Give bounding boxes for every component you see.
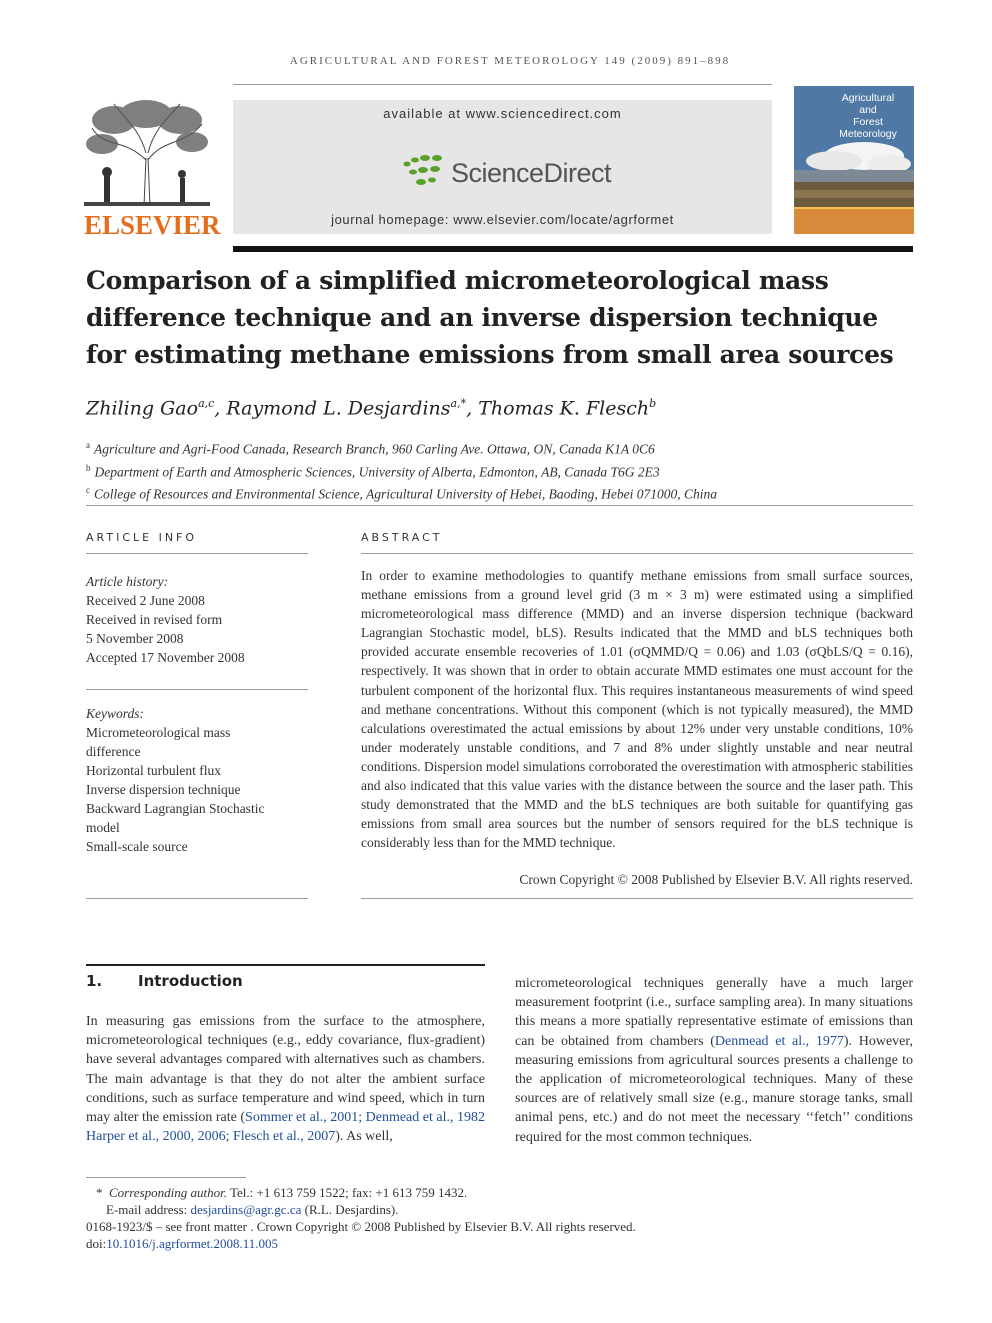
doi-link[interactable]: 10.1016/j.agrformet.2008.11.005 (106, 1236, 278, 1251)
affiliation: $^b$ Department of Earth and Atmospheric Sciences, University of Alberta, Edmonton, AB, Canada T6G 2E3 (86, 462, 660, 479)
journal-homepage-link[interactable]: journal homepage: www.elsevier.com/locate/agrformet (331, 212, 674, 227)
author-affil-sup[interactable]: a,* (450, 397, 467, 410)
author-list: Zhiling Gao$^{a,c}$, Raymond L. Desjardins$^{a,*}$, Thomas K. Flesch$^b$ (86, 397, 657, 420)
citation-link[interactable]: Denmead et al., 1977 (714, 1033, 844, 1049)
author-name[interactable]: Raymond L. Desjardins (226, 397, 451, 420)
footnote-rule (86, 1177, 246, 1178)
article-info-rule (86, 553, 308, 554)
keyword: model (86, 820, 120, 835)
elsevier-logo[interactable] (84, 98, 221, 240)
journal-cover[interactable] (794, 86, 914, 234)
sciencedirect-logo[interactable] (399, 152, 612, 192)
issn-line: 0168-1923/$ – see front matter . Crown Copyright © 2008 Published by Elsevier B.V. All rights reserved. (86, 1219, 636, 1234)
sciencedirect-banner (233, 100, 772, 234)
doi-line: doi:10.1016/j.agrformet.2008.11.005 (86, 1236, 278, 1251)
sciencedirect-leaf-icon (399, 152, 449, 192)
history-rule (86, 689, 308, 690)
citation-link[interactable]: Sommer et al., 2001; Denmead et al., 1982 Harper et al., 2000, 2006; Flesch et al., 2007 (86, 1110, 485, 1145)
abstract-heading: ABSTRACT (361, 531, 443, 544)
section-heading: 1. Introduction (86, 972, 243, 990)
intro-left-column: In measuring gas emissions from the surface to the atmosphere, micrometeorological techniques (e.g., eddy covariance, flux-gradient) have several advantages compared with alternatives such as chambers. The main advantage is that they do not alter the ambient surface conditions, such as surface temperature and wind speed, which in turn may alter the emission rate (Sommer et al., 2001; Denmead et al., 1982 Harper et al., 2000, 2006; Flesch et al., 2007). As well, (86, 1014, 485, 1145)
author-name[interactable]: Zhiling Gao (86, 397, 199, 420)
keyword: Horizontal turbulent flux (86, 763, 221, 778)
affiliations (86, 436, 916, 504)
cover-title: Agricultural and Forest Meteorology (839, 92, 897, 140)
available-at-link[interactable]: available at www.sciencedirect.com (383, 106, 622, 121)
email-link[interactable]: desjardins@agr.gc.ca (190, 1202, 302, 1217)
keyword: Backward Lagrangian Stochastic (86, 801, 265, 816)
intro-rule (86, 964, 485, 966)
abstract-bottom-rule (361, 898, 913, 899)
footnote: * Corresponding author. Tel.: +1 613 759 1522; fax: +1 613 759 1432. E-mail address: desjardins@agr.gc.ca (R.L. Desjardins). 0168-1923/$ – see front matter . Crown Copyright © 2008 Published by Elsevier B.V. All rights reserved. doi:10.1016/j.agrformet.2008.11.005 (86, 1184, 786, 1252)
article-history: Article history: Received 2 June 2008 Received in revised form 5 November 2008 Accepted 17 November 2008 (86, 574, 245, 665)
author-affil-sup[interactable]: b (649, 397, 657, 410)
abstract-rule (361, 553, 913, 554)
keyword: Micrometeorological mass (86, 725, 231, 740)
keyword: difference (86, 744, 141, 759)
author-name[interactable]: Thomas K. Flesch (478, 397, 650, 420)
masthead-rule (233, 246, 913, 252)
author-affil-sup[interactable]: a,c (198, 397, 215, 410)
keyword: Inverse dispersion technique (86, 782, 241, 797)
header-rule (233, 84, 772, 85)
abstract-copyright: Crown Copyright © 2008 Published by Elsevier B.V. All rights reserved. (519, 872, 913, 887)
sciencedirect-wordmark: ScienceDirect (451, 158, 612, 188)
keyword: Small-scale source (86, 839, 188, 854)
article-info-heading: ARTICLE INFO (86, 531, 198, 544)
elsevier-tree-icon (84, 98, 210, 208)
elsevier-wordmark: ELSEVIER (84, 210, 221, 240)
keywords-rule (86, 898, 308, 899)
affil-rule (86, 505, 913, 506)
intro-right-column: micrometeorological techniques generally have a much larger measurement footprint (i.e., surface sampling area). In many situations this means a more spatially representative estimate of emissions than can be obtained from chambers (Denmead et al., 1977). However, measuring emissions from agricultural sources presents a challenge to the application of micrometeorological techniques. Many of these sources are of relatively small size (e.g., manure storage tanks, small animal pens, etc.) and do not meet the necessary ‘‘fetch’’ conditions required for the most common techniques. (515, 976, 913, 1145)
running-head: AGRICULTURAL AND FOREST METEOROLOGY 149 (2009) 891–898 (289, 55, 731, 67)
affiliation: $^c$ College of Resources and Environmental Science, Agricultural University of Hebei, Baoding, Hebei 071000, China (86, 485, 718, 502)
article-title: Comparison of a simplified micrometeorological mass difference technique and an inverse dispersion technique for estimating methane emissions from small area sources (86, 266, 894, 369)
abstract-text: In order to examine methodologies to quantify methane emissions from small surface sources, methane emissions from a ground level grid (3 m × 3 m) were estimated using a simplified micrometeorological mass difference (MMD) and an inverse dispersion technique (backward Lagrangian Stochastic model, bLS). Results indicated that the MMD and bLS techniques both provided accurate ensemble recoveries of 1.01 (σQMMD/Q = 0.06) and 1.03 (σQbLS/Q = 0.16), respectively. It was shown that in order to obtain accurate MMD estimates one must account for the turbulent component of the horizontal flux. This requires instantaneous measurements of wind speed and methane concentrations. Without this component (which is not typically measured), the MMD calculations overestimated the actual emissions by about 12% under very unstable conditions, 10% under moderately unstable conditions, and 7 and 8% under slightly unstable and near neutral conditions. Dispersion model simulations corroborated the overestimation with atmospheric stabilities and also indicated that this value varies with the distance between the source and the laser path. This study demonstrated that the MMD and the bLS techniques are both suitable for quantifying gas emissions from small area sources but the number of sensors required for the bLS technique is considerably less than for the MMD technique. (361, 568, 913, 851)
affiliation: $^a$ Agriculture and Agri-Food Canada, Research Branch, 960 Carling Ave. Ottawa, ON, Canada K1A 0C6 (86, 440, 655, 457)
keywords: Keywords: Micrometeorological mass difference Horizontal turbulent flux Inverse dispersion technique Backward Lagrangian Stochastic model Small-scale source (86, 704, 308, 856)
